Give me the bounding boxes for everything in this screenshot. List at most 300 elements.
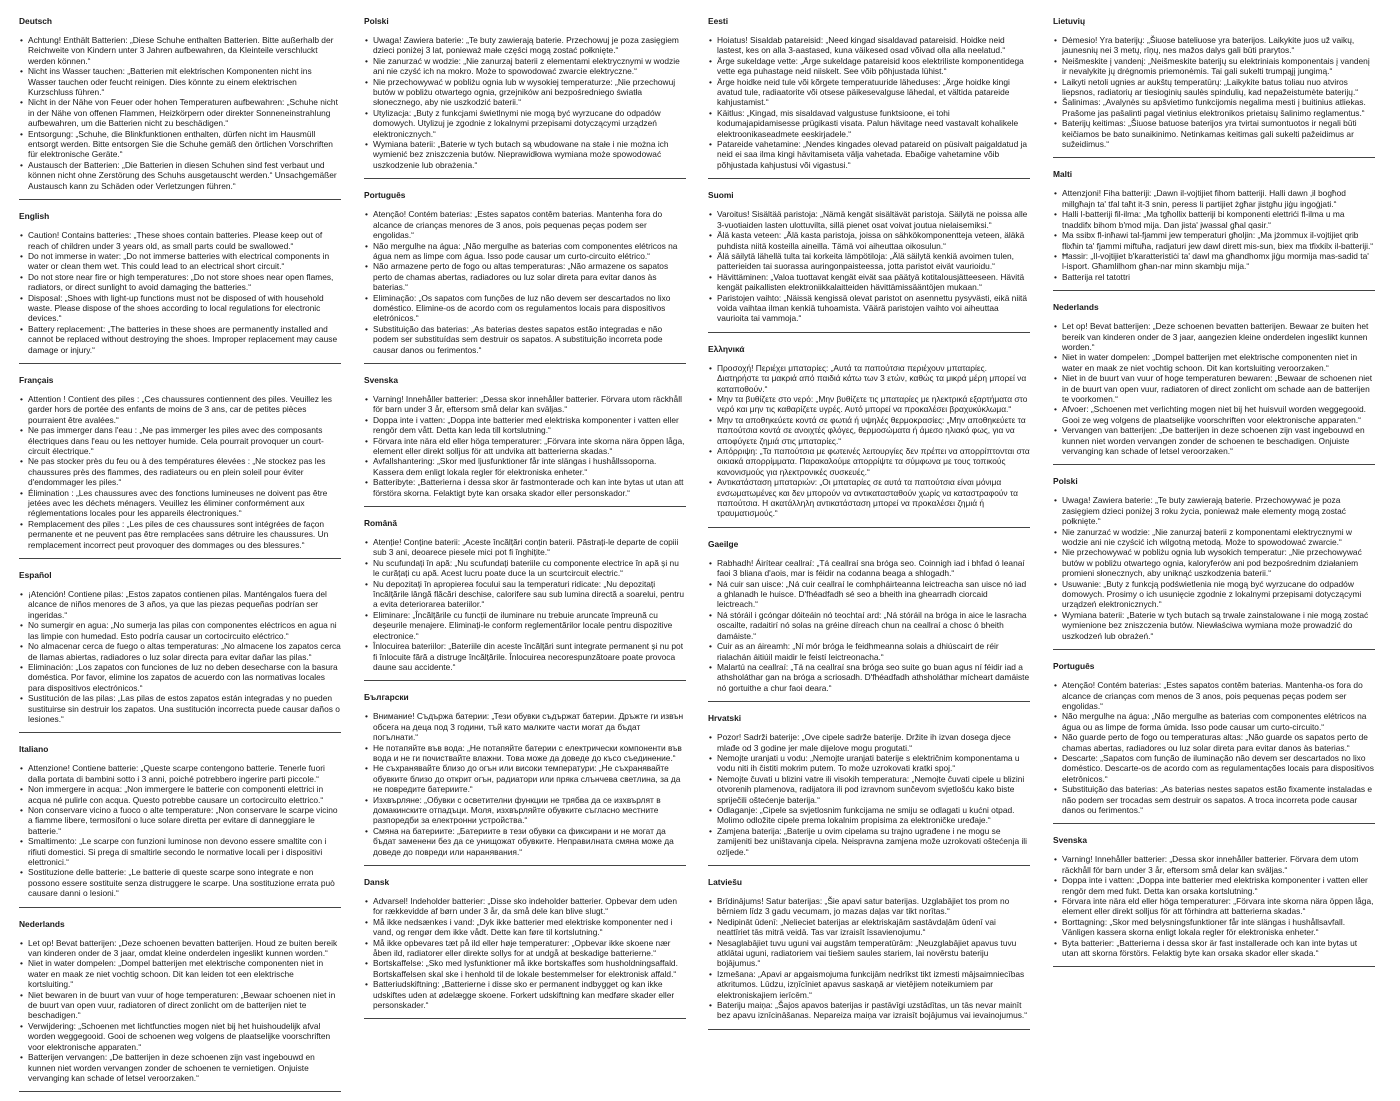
warning-item — [19, 272, 341, 293]
warning-text: No almacenar cerca de fuego o altas temperaturas: „No almacene los zapatos cerca de llamas abiertas, radiadores o luz solar directa para evitar dañar las pilas.“ — [28, 641, 341, 662]
warning-text: Nicht ins Wasser tauchen: „Batterien mit elektrischen Komponenten nicht ins Wasser tauchen oder feucht reinigen. Dies könnte zu einem elektrischen Kurzschluss führen.“ — [28, 66, 312, 98]
warning-item — [19, 66, 341, 97]
warning-text: Attenzjoni! Fiha batteriji: „Dawn il-vojtijiet fihom batteriji. Halli dawn ‚il bogħod millgħajn ta' tfal taħt it-3 snin, peress li partijiet żgħar jistgħu jiġu ingoġjati.“ — [1062, 188, 1346, 209]
bullet-icon: • — [20, 250, 23, 261]
bullet-icon: • — [365, 763, 368, 774]
bullet-icon: • — [1054, 209, 1057, 220]
warning-text: Înlocuirea bateriilor: „Bateriile din aceste încălțări sunt integrate permanent și nu pot fi înlocuite fără a distruge încălțările. Înlocuirea necorespunzătoare poate provoca daune sau accidente.“ — [373, 641, 684, 672]
warning-item — [19, 958, 341, 989]
bullet-icon: • — [1054, 916, 1057, 927]
warning-item — [19, 763, 341, 784]
warning-text: Substituição das baterias: „As baterias nestes sapatos estão fixamente instaladas e não podem ser trocadas sem destruir os sapatos. A troca incorreta pode causar danos ou ferimentos.“ — [1062, 784, 1373, 815]
section-title: Български — [364, 692, 409, 703]
section-divider — [1053, 649, 1375, 650]
warning-item — [708, 1000, 1030, 1021]
section-title: Suomi — [708, 190, 734, 201]
warning-text: Nicht in der Nähe von Feuer oder hohen Temperaturen aufbewahren: „Schuhe nicht in der Nähe von offenen Flammen, Heizkörpern oder direkter Sonneneinstrahlung aufbewahren, um die Batterien nicht zu beschädigen.“ — [28, 97, 338, 129]
warning-item — [19, 836, 341, 867]
bullet-icon: • — [1054, 732, 1057, 743]
section-title: Português — [364, 190, 406, 201]
bullet-icon: • — [20, 620, 23, 631]
section-divider — [364, 178, 686, 179]
warning-text: Batterija rel tatottri — [1062, 271, 1130, 282]
bullet-icon: • — [20, 989, 23, 1000]
warning-item — [364, 477, 686, 498]
section-divider — [364, 680, 686, 681]
warning-text: Dėmesio! Yra baterijų: „Šiuose bateliuose yra baterijos. Laikykite juos už vaikų, jaunesnių nei 3 metų, rīņų, nes mažos dalys gali būti prarytos.“ — [1062, 35, 1355, 56]
warning-text: Let op! Bevat batterijen: „Deze schoenen bevatten batterijen. Bewaar ze buiten het bereik van kinderen onder de 3 jaar, aangezien kleine onderdelen ingeslikt kunnen worden.“ — [1062, 321, 1369, 352]
warning-text: Battery replacement: „The batteries in these shoes are permanently installed and cannot be replaced without destroying the shoes. Improper replacement may cause damage or injury.“ — [28, 323, 338, 355]
warning-text: Ärge sukeldage vette: „Ärge sukeldage patareisid koos elektriliste komponentidega vette ega puhastage neid niiskelt. See võib põhjustada lühist.“ — [717, 55, 1024, 77]
section-divider — [708, 1029, 1030, 1030]
section-divider — [364, 363, 686, 364]
section-divider — [364, 865, 686, 866]
warning-text: Må ikke opbevares tæt på ild eller høje temperaturer: „Opbevar ikke skoene nær åben ild, radiatorer eller direkte sollys for at undgå at beskadige batterierne.“ — [373, 937, 671, 959]
warning-text: ¡Atención! Contiene pilas: „Estos zapatos contienen pilas. Manténgalos fuera del alcance de niños menores de 3 años, ya que las piezas pequeñas podrían ser ingeridas.“ — [28, 589, 327, 620]
bullet-icon: • — [1054, 76, 1057, 87]
warning-item — [19, 990, 341, 1021]
warning-item — [708, 732, 1030, 753]
warning-item — [364, 711, 686, 742]
bullet-icon: • — [709, 896, 712, 906]
language-section — [364, 373, 686, 507]
bullet-icon: • — [1054, 609, 1057, 620]
bullet-icon: • — [365, 55, 368, 66]
warning-item — [364, 108, 686, 139]
warning-item — [708, 774, 1030, 805]
warning-text: Eliminare: „Încălțările cu funcții de iluminare nu trebuie aruncate împreună cu deșeurile menajere. Eliminați-le conform reglementărilor locale pentru dispozitive electronice.“ — [373, 609, 673, 641]
bullet-icon: • — [1054, 321, 1057, 332]
bullet-icon: • — [709, 641, 712, 652]
warning-text: Nie zanurzać w wodzie: „Nie zanurzaj baterii z elementami elektrycznymi w wodzie ani nie czyść ich na mokro. Może to spowodować zwarcie elektryczne.“ — [373, 55, 680, 77]
bullet-icon: • — [1054, 188, 1057, 199]
warning-text: Non immergere in acqua: „Non immergere le batterie con componenti elettrici in acqua né pulirle con acqua. Questo potrebbe causare un cortocircuito elettrico.“ — [28, 784, 324, 805]
column-4 — [1053, 14, 1375, 976]
warning-item — [1053, 495, 1375, 526]
warning-item — [19, 641, 341, 662]
warning-text: Wymiana baterii: „Baterie w tych butach są trwale zainstalowane i nie mogą zostać wymienione bez zniszczenia butów. Niewłaściwa wymiana może prowadzić do uszkodzeń lub obrażeń.“ — [1062, 609, 1369, 641]
warning-item — [1053, 917, 1375, 938]
bullet-icon: • — [365, 323, 368, 334]
warning-item — [1053, 784, 1375, 815]
bullet-icon: • — [709, 1000, 712, 1011]
bullet-icon: • — [20, 323, 23, 334]
warning-item — [364, 917, 686, 938]
warning-text: Atenție! Conține baterii: „Aceste încălțări conțin baterii. Păstrați-le departe de copiii sub 3 ani, deoarece piesele mici pot fi înghițite.“ — [373, 537, 679, 558]
warning-text: Élimination : „Les chaussures avec des fonctions lumineuses ne doivent pas être jetées avec les déchets ménagers. Veuillez les éliminer conformément aux réglementations locales pour les appareils électroniques.“ — [28, 487, 328, 519]
warning-text: Patareide vahetamine: „Nendes kingades olevad patareid on püsivalt paigaldatud ja neid ei saa ilma kingi hävitamiseta välja vahetada. Ebaõige vahetamine võib põhjustada kahjustusi või vigastusi.“ — [717, 139, 1028, 170]
warning-text: Nie przechowywać w pobliżu ognia lub wysokich temperatur: „Nie przechowywać butów w pobliżu otwartego ognia, kaloryferów ani pod bezpośrednim działaniem promieni słonecznych, aby uniknąć uszkodzenia baterii.“ — [1062, 547, 1362, 579]
language-section — [1053, 833, 1375, 967]
warning-text: Utylizacja: „Buty z funkcjami świetlnymi nie mogą być wyrzucane do odpadów domowych. Utylizuj je zgodnie z lokalnymi przepisami dotyczącymi urządzeń elektronicznych.“ — [373, 107, 661, 139]
section-title: Hrvatski — [708, 713, 742, 724]
warning-item — [364, 261, 686, 292]
warning-item — [19, 519, 341, 550]
warning-text: Sostituzione delle batterie: „Le batterie di queste scarpe sono integrate e non possono essere sostituite senza distruggere le scarpe. Una sostituzione errata può causare danni o lesioni.“ — [28, 867, 335, 899]
warning-text: Batterijen vervangen: „De batterijen in deze schoenen zijn vast ingebouwd en kunnen niet worden vervangen zonder de schoenen te vernietigen. Onjuiste vervanging kan schade of letsel veroorzaken.“ — [28, 1052, 315, 1083]
warning-text: Substituição das baterias: „As baterias destes sapatos estão integradas e não podem ser substituídas sem destruir os sapatos. A substituição incorreta pode causar danos ou ferimentos.“ — [373, 323, 663, 355]
warning-text: Förvara inte nära eld eller höga temperaturer: „Förvara inte skorna nära öppen låga, element eller direkt solljus för att undvika att batterierna skadas.“ — [373, 435, 685, 456]
warning-item — [708, 77, 1030, 108]
section-divider — [19, 732, 341, 733]
bullet-icon: • — [20, 661, 23, 672]
warning-text: No sumergir en agua: „No sumerja las pilas con componentes eléctricos en agua ni las limpie con humedad. Esto podría causar un cortocircuito eléctrico.“ — [28, 620, 337, 641]
language-section — [364, 690, 686, 866]
warning-text: Non conservare vicino a fuoco o alte temperature: „Non conservare le scarpe vicino a fiamme libere, termosifoni o luce solare diretta per evitare di danneggiare le batterie.“ — [28, 804, 338, 836]
warning-text: Не съхранявайте близо до огън или високи температури: „Не съхранявайте обувките близо до открит огън, радиатори или пряка слънчева светлина, за да не повредите батериите.“ — [373, 763, 681, 795]
warning-item — [1053, 753, 1375, 784]
warning-item — [1053, 77, 1375, 98]
warning-item — [19, 129, 341, 160]
bullet-icon: • — [20, 66, 23, 77]
warning-text: Laikyti netoli ugnies ar aukštų temperatūrų: „Laikykite batus toliau nuo atviros liepsnos, radiatorių ar tiesioginių saulės spindulių, kad nepažeistumėte baterijų.“ — [1062, 76, 1359, 98]
warning-item — [1053, 35, 1375, 56]
section-title: Dansk — [364, 877, 390, 887]
bullet-icon: • — [20, 35, 23, 45]
warning-item — [1053, 579, 1375, 610]
warning-text: Uwaga! Zawiera baterie: „Te buty zawierają baterie. Przechowuj je poza zasięgiem dzieci poniżej 3 lat, ponieważ małe części mogą zostać połknięte.“ — [373, 35, 679, 56]
bullet-icon: • — [709, 250, 712, 261]
warning-item — [19, 251, 341, 272]
warning-text: Niet in de buurt van vuur of hoge temperaturen bewaren: „Bewaar de schoenen niet in de buurt van open vuur, radiatoren of direct zonlicht om schade aan de batterijen te voorkomen.“ — [1062, 373, 1373, 404]
bullet-icon: • — [20, 693, 23, 704]
language-section — [364, 188, 686, 364]
section-title: Latviešu — [708, 877, 742, 887]
warning-item — [708, 917, 1030, 938]
bullet-icon: • — [365, 209, 368, 220]
warning-text: Αντικατάσταση μπαταριών: „Οι μπαταρίες σε αυτά τα παπούτσια είναι μόνιμα ενσωματωμένες και δεν μπορούν να αντικατασταθούν χωρίς να καταστραφούν τα παπούτσια. Η ακατάλληλη αντικατάσταση μπορεί να προκαλέσει ζημιά ή τραυματισμούς.“ — [717, 477, 1018, 519]
warning-text: Baterijų keitimas: „Šiuose batuose baterijos yra tvirtai sumontuotos ir negali būti keičiamos be bato sunaikinimo. Netinkamas keitimas gali sukelti pažeidimus ar sužeidimus.“ — [1062, 118, 1357, 150]
warning-item — [364, 56, 686, 77]
section-title: Italiano — [19, 744, 49, 755]
section-title: Polski — [1053, 476, 1078, 487]
warning-text: Μην τα αποθηκεύετε κοντά σε φωτιά ή υψηλές θερμοκρασίες: „Μην αποθηκεύετε τα παπούτσια κοντά σε ανοιχτές φλόγες, θερμοσώματα ή άμεσο ηλιακό φως, για να αποφύγετε ζημιά στις μπαταρίες.“ — [717, 414, 1026, 446]
warning-item — [19, 620, 341, 641]
warning-item — [708, 641, 1030, 662]
language-section — [364, 14, 686, 179]
language-section — [1053, 474, 1375, 650]
section-title: Polski — [364, 16, 389, 26]
bullet-icon: • — [709, 209, 712, 220]
warning-text: Achtung! Enthält Batterien: „Diese Schuhe enthalten Batterien. Bitte außerhalb der Reichweite von Kindern unter 3 Jahren aufbewahren, da Kleinteile verschluckt werden können.“ — [28, 35, 334, 66]
section-divider — [1053, 966, 1375, 967]
bullet-icon: • — [365, 76, 368, 87]
warning-text: Wymiana baterii: „Baterie w tych butach są wbudowane na stałe i nie można ich wymienić bez zniszczenia butów. Nieprawidłowa wymiana może spowodować uszkodzenie lub obrażenia.“ — [373, 139, 669, 170]
warning-item — [708, 272, 1030, 293]
warning-text: Malartú na ceallraí: „Tá na ceallraí sna bróga seo suite go buan agus ní féidir iad a athsholáthar gan na bróga a scriosadh. D'fhéadfadh athsholáthar mícheart damáiste nó gortuithe a chur faoi deara.“ — [717, 661, 1030, 693]
warning-item — [708, 610, 1030, 641]
language-section — [364, 516, 686, 681]
warning-text: Do not immerse in water: „Do not immerse batteries with electrical components in water or clean them wet. This could lead to an electrical short circuit.“ — [28, 250, 330, 272]
warning-text: Απόρριψη: „Τα παπούτσια με φωτεινές λειτουργίες δεν πρέπει να απορρίπτονται στα οικιακά απορρίμματα. Παρακαλούμε απορρίψτε τα σύμφωνα με τους τοπικούς κανονισμούς για ηλεκτρονικές συσκευές.“ — [717, 446, 1030, 477]
section-title: Lietuvių — [1053, 16, 1086, 26]
warning-text: Смяна на батериите: „Батериите в тези обувки са фиксирани и не могат да бъдат заменени без да се унищожат обувките. Неправилната смяна може да доведе до повреди или наранявания.“ — [373, 825, 674, 857]
warning-text: Borttagning: „Skor med belysningsfunktioner får inte slängas i hushållsavfall. Vänligen kassera skorna enligt lokala regler för elektroniska enheter.“ — [1062, 916, 1346, 938]
warning-item — [1053, 118, 1375, 149]
warning-text: Ärge hoidke neid tule või kõrgete temperatuuride läheduses: „Ärge hoidke kingi avatud tule, radiaatorite või otsese päikesevalguse lähedal, et vältida patareide kahjustamist.“ — [717, 76, 1010, 108]
warning-item — [364, 394, 686, 415]
bullet-icon: • — [365, 261, 368, 272]
section-title: Eesti — [708, 16, 729, 26]
warning-item — [708, 446, 1030, 477]
bullet-icon: • — [365, 435, 368, 446]
warning-text: Ne pas stocker près du feu ou à des températures élevées : „Ne stockez pas les chaussures près des flammes, des radiateurs ou en plein soleil pour éviter d'endommager les piles.“ — [28, 456, 326, 488]
warning-text: Caution! Contains batteries: „These shoes contain batteries. Please keep out of reach of children under 3 years old, as small parts could be swallowed.“ — [28, 230, 323, 251]
bullet-icon: • — [1054, 896, 1057, 906]
bullet-icon: • — [365, 641, 368, 652]
warning-text: Ne pas immerger dans l'eau : „Ne pas immerger les piles avec des composants électriques dans l'eau ou les nettoyer humide. Cela pourrait provoquer un court-circuit électrique.“ — [28, 425, 324, 456]
bullet-icon: • — [1054, 352, 1057, 363]
bullet-icon: • — [1054, 578, 1057, 589]
section-title: English — [19, 211, 50, 222]
section-divider — [1053, 823, 1375, 824]
bullet-icon: • — [20, 1020, 23, 1031]
warning-text: Изхвърляне: „Обувки с осветителни функции не трябва да се изхвърлят в домакинските отпадъци. Моля, изхвърляйте обувките съгласно местните разпоредби за електронни устройства.“ — [373, 794, 661, 826]
warning-text: Ná cuir san uisce: „Ná cuir ceallraí le comhpháirteanna leictreacha san uisce nó iad a ghlanadh le huisce. D'fhéadfadh sé seo a bheith ina ghearradh ciorcaid leictreach.“ — [717, 578, 1027, 610]
bullet-icon: • — [709, 804, 712, 815]
bullet-icon: • — [1054, 854, 1057, 865]
bullet-icon: • — [709, 107, 712, 118]
section-divider — [19, 1091, 341, 1092]
warning-item — [1053, 938, 1375, 959]
warning-item — [1053, 188, 1375, 209]
bullet-icon: • — [709, 230, 712, 241]
warning-item — [1053, 97, 1375, 118]
bullet-icon: • — [20, 128, 23, 139]
warning-item — [1053, 373, 1375, 404]
warning-text: Nu scufundați în apă: „Nu scufundați bateriile cu componente electrice în apă și nu le curățați cu apă. Acest lucru poate duce la un scurtcircuit electric.“ — [373, 557, 679, 579]
warning-item — [364, 743, 686, 764]
warning-item — [1053, 56, 1375, 77]
bullet-icon: • — [709, 55, 712, 66]
warning-text: Atenção! Contém baterias: „Estes sapatos contêm baterias. Mantenha-os fora do alcance de crianças com menos de 3 anos, pois pequenas peças podem ser engolidas.“ — [1062, 680, 1363, 711]
warning-item — [364, 35, 686, 56]
section-divider — [364, 1018, 686, 1019]
warning-item — [708, 139, 1030, 170]
warning-item — [708, 363, 1030, 394]
section-title: Svenska — [1053, 835, 1087, 846]
section-divider — [708, 332, 1030, 333]
warning-text: Byta batterier: „Batterierna i dessa skor är fast installerade och kan inte bytas ut utan att skorna förstörs. Felaktig byte kan orsaka skador eller skada.“ — [1062, 937, 1358, 959]
warning-item — [364, 641, 686, 672]
bullet-icon: • — [709, 477, 712, 488]
warning-item — [1053, 209, 1375, 230]
warning-item — [364, 436, 686, 457]
warning-item — [19, 589, 341, 620]
warning-text: Varning! Innehåller batterier: „Dessa skor innehåller batterier. Förvara dem utom räckhåll för barn under 3 år, eftersom små delar kan sväljas.“ — [1062, 854, 1359, 875]
warning-item — [19, 662, 341, 693]
warning-text: Nie przechowywać w pobliżu ognia lub w wysokiej temperaturze: „Nie przechowuj butów w pobliżu otwartego ognia, grzejników ani bezpośredniego światła słonecznego, aby nie uszkodzić baterii.“ — [373, 76, 676, 108]
bullet-icon: • — [365, 742, 368, 753]
language-section — [19, 14, 341, 200]
section-title: Deutsch — [19, 16, 53, 26]
section-divider — [708, 527, 1030, 528]
warning-item — [1053, 321, 1375, 352]
warning-item — [708, 558, 1030, 579]
warning-item — [19, 805, 341, 836]
bullet-icon: • — [709, 557, 712, 568]
language-section — [19, 373, 341, 559]
warning-item — [19, 35, 341, 66]
warning-text: Descarte: „Sapatos com função de iluminação não devem ser descartados no lixo doméstico. Descarte-os de acordo com as regulamentações locais para dispositivos eletrônicos.“ — [1062, 752, 1374, 784]
warning-text: Brīdinājums! Satur baterijas: „Šie apavi satur baterijas. Uzglabājiet tos prom no bērniem līdz 3 gadu vecumam, jo mazas daļas var tikt norītas.“ — [717, 896, 1010, 917]
warning-text: Внимание! Съдържа батерии: „Тези обувки съдържат батерии. Дръжте ги извън обсега на деца под 3 години, тъй като малките части могат да бъдат погълнати.“ — [373, 711, 684, 743]
bullet-icon: • — [365, 609, 368, 620]
warning-text: Afvoer: „Schoenen met verlichting mogen niet bij het huisvuil worden weggegooid. Gooi ze weg volgens de plaatselijke voorschriften voor elektronische apparaten.“ — [1062, 404, 1367, 425]
bullet-icon: • — [365, 107, 368, 118]
bullet-icon: • — [709, 732, 712, 743]
bullet-icon: • — [1054, 230, 1057, 241]
bullet-icon: • — [709, 292, 712, 303]
warning-text: Uwaga! Zawiera baterie: „Te buty zawierają baterie. Przechowywać je poza zasięgiem dzieci poniżej 3 roku życia, ponieważ małe elementy mogą zostać połknięte.“ — [1062, 495, 1346, 527]
warning-item — [19, 160, 341, 191]
warning-item — [708, 969, 1030, 1000]
warning-item — [708, 415, 1030, 446]
warning-item — [19, 938, 341, 959]
language-section — [708, 711, 1030, 866]
bullet-icon: • — [20, 763, 23, 774]
bullet-icon: • — [20, 456, 23, 467]
warning-item — [1053, 272, 1375, 282]
column-1 — [19, 14, 341, 1101]
warning-item — [1053, 547, 1375, 578]
warning-text: Batteriudskiftning: „Batterierne i disse sko er permanent indbygget og kan ikke udskiftes uden at ødelægge skoene. Forkert udskiftning kan medføre skader eller personskader.“ — [373, 979, 675, 1011]
bullet-icon: • — [20, 804, 23, 815]
warning-item — [364, 293, 686, 324]
section-divider — [708, 178, 1030, 179]
warning-text: Älä kasta veteen: „Älä kasta paristoja, joissa on sähkökomponentteja veteen, äläkä puhdista niitä kosteilla aineilla. Tämä voi aiheuttaa oikosulun.“ — [717, 230, 1025, 251]
bullet-icon: • — [1054, 35, 1057, 45]
section-divider — [708, 701, 1030, 702]
warning-text: Austausch der Batterien: „Die Batterien in diesen Schuhen sind fest verbaut und können nicht ohne Zerstörung des Schuhs ausgetauscht werden.“ Unsachgemäßer Austausch kann zu Schäden oder Verletzungen führen.“ — [28, 159, 337, 191]
warning-item — [19, 784, 341, 805]
bullet-icon: • — [1054, 680, 1057, 691]
section-title: Ελληνικά — [708, 343, 745, 354]
warning-item — [708, 477, 1030, 519]
section-title: Nederlands — [1053, 302, 1099, 313]
section-divider — [1053, 464, 1375, 465]
bullet-icon: • — [1054, 404, 1057, 415]
warning-text: Niet in water dompelen: „Dompel batterijen met elektrische componenten niet in water en maak ze niet vochtig schoon. Dit kan kortsluiting veroorzaken.“ — [1062, 352, 1358, 373]
warning-item — [1053, 610, 1375, 641]
section-title: Svenska — [364, 374, 398, 385]
bullet-icon: • — [709, 916, 712, 927]
warning-item — [364, 958, 686, 979]
bullet-icon: • — [365, 456, 368, 467]
bullet-icon: • — [1054, 875, 1057, 886]
bullet-icon: • — [1054, 495, 1057, 506]
language-section — [19, 742, 341, 907]
warning-text: Let op! Bevat batterijen: „Deze schoenen bevatten batterijen. Houd ze buiten bereik van kinderen onder de 3 jaar, omdat kleine onderdelen ingeslikt kunnen worden.“ — [28, 937, 338, 959]
warning-text: Nedipināt ūdenī: „Nelieciet baterijas ar elektriskajām sastāvdaļām ūdenī vai neattīriet tās mitrā veidā. Tas var izraisīt īssavienojumu.“ — [717, 916, 996, 938]
language-section — [19, 568, 341, 733]
bullet-icon: • — [20, 159, 23, 170]
bullet-icon: • — [365, 937, 368, 948]
warning-item — [708, 230, 1030, 251]
language-section — [1053, 300, 1375, 465]
bullet-icon: • — [365, 578, 368, 589]
language-section — [708, 342, 1030, 528]
warning-text: Šalinimas: „Avalynės su apšvietimo funkcijomis negalima mesti į buitinius atliekas. Prašome jas pašalinti pagal vietinius elektronikos prietaisų šalinimo reglamentus.“ — [1062, 97, 1366, 118]
warning-text: Do not store near fire or high temperatures: „Do not store shoes near open flames, radiators, or direct sunlight to avoid damaging the batteries.“ — [28, 271, 334, 293]
warning-text: Käitlus: „Kingad, mis sisaldavad valgustuse funktsioone, ei tohi kodumajapidamisesse prügikasti visata. Palun hävitage need vastavalt kohalikele elektroonikaseadmete eeskirjadele.“ — [717, 107, 1019, 139]
language-section — [708, 188, 1030, 332]
warning-item — [364, 979, 686, 1010]
warning-text: Sustitución de las pilas: „Las pilas de estos zapatos están integradas y no pueden sustituirse sin destruir los zapatos. Una sustitución incorrecta puede causar daños o lesiones.“ — [28, 693, 340, 724]
warning-item — [708, 394, 1030, 415]
warning-item — [1053, 854, 1375, 875]
bullet-icon: • — [365, 35, 368, 45]
warning-item — [708, 938, 1030, 969]
bullet-icon: • — [365, 825, 368, 836]
section-divider — [19, 558, 341, 559]
warning-item — [708, 805, 1030, 826]
warning-item — [19, 293, 341, 324]
section-title: Gaeilge — [708, 538, 739, 549]
warning-text: Ná stóráil i gcóngar dóiteáin nó teochtaí ard: „Ná stóráil na bróga in aice le lasracha oscailte, radaitirí nó solas na gréine díreach chun na ceallraí a chosc ó bheith damáiste.“ — [717, 609, 1027, 641]
bullet-icon: • — [365, 292, 368, 303]
warning-text: Não armazene perto de fogo ou altas temperaturas: „Não armazene os sapatos perto de chamas abertas, radiadores ou luz solar direta para evitar danos às baterias.“ — [373, 261, 669, 293]
warning-item — [364, 610, 686, 641]
bullet-icon: • — [709, 825, 712, 836]
bullet-icon: • — [365, 139, 368, 150]
warning-text: Nemojte čuvati u blizini vatre ili visokih temperatura: „Nemojte čuvati cipele u blizini otvorenih plamenova, radijatora ili pod izravnom sunčevom svjetlošću kako biste spriječili oštećenje baterija.“ — [717, 773, 1025, 805]
warning-text: Eliminação: „Os sapatos com funções de luz não devem ser descartados no lixo doméstico. Elimine-os de acordo com os regulamentos locais para dispositivos eletrónicos.“ — [373, 292, 671, 324]
warning-item — [364, 938, 686, 959]
warning-item — [19, 230, 341, 251]
warning-item — [708, 753, 1030, 774]
warning-item — [708, 251, 1030, 272]
bullet-icon: • — [20, 292, 23, 303]
section-divider — [708, 865, 1030, 866]
bullet-icon: • — [709, 578, 712, 589]
warning-text: Izmešana: „Apavi ar apgaismojuma funkcijām nedrīkst tikt izmesti mājsaimniecības atkritumos. Lūdzu, izņīcīniet apavus saskaņā ar vietējiem noteikumiem par elektroniskajiem ierīcēm.“ — [717, 968, 1025, 1000]
warning-text: Vervangen van batterijen: „De batterijen in deze schoenen zijn vast ingebouwd en kunnen niet worden vervangen zonder de schoenen te beschadigen. Onjuiste vervanging kan schade of letsel veroorzaken.“ — [1062, 425, 1365, 456]
warning-text: Nesaglabājiet tuvu uguni vai augstām temperatūrām: „Neuzglabājiet apavus tuvu atklātai uguni, radiatoriem vai tiešiem saules stariem, lai novērstu bateriju bojājumus.“ — [717, 937, 1017, 969]
bullet-icon: • — [365, 537, 368, 548]
warning-text: Não mergulhe na água: „Não mergulhe as baterias com componentes elétricos na água ou as limpe de forma úmida. Isso pode causar um curto-circuito.“ — [1062, 711, 1367, 732]
warning-text: Varning! Innehåller batterier: „Dessa skor innehåller batterier. Förvara utom räckhåll för barn under 3 år, eftersom små delar kan sväljas.“ — [373, 393, 682, 415]
warning-item — [1053, 732, 1375, 753]
warning-item — [1053, 527, 1375, 548]
bullet-icon: • — [1054, 55, 1057, 66]
bullet-icon: • — [1054, 118, 1057, 129]
bullet-icon: • — [365, 557, 368, 568]
bullet-icon: • — [1054, 250, 1057, 261]
bullet-icon: • — [1054, 271, 1057, 282]
warning-item — [708, 293, 1030, 324]
language-section — [708, 14, 1030, 179]
warning-item — [1053, 230, 1375, 251]
warning-text: Neišmeskite į vandenį: „Neišmeskite baterijų su elektriniais komponentais į vandenį ir nevalykite jų drėgnomis priemonėmis. Tai gali sukelti trumpąjį jungimą.“ — [1062, 55, 1370, 77]
warning-text: Remplacement des piles : „Les piles de ces chaussures sont intégrées de façon permanente et ne peuvent pas être remplacées sans détruire les chaussures. Un remplacement incorrect peut provoquer des dommages ou des blessures.“ — [28, 518, 329, 550]
bullet-icon: • — [365, 240, 368, 251]
warning-text: Advarsel! Indeholder batterier: „Disse sko indeholder batterier. Opbevar dem uden for rækkevidde af børn under 3 år, da små dele kan blive slugt.“ — [373, 896, 677, 917]
warning-item — [708, 896, 1030, 917]
warning-text: Nie zanurzać w wodzie: „Nie zanurzaj baterii z komponentami elektrycznymi w wodzie ani nie czyścić ich wilgotną metodą. Może to spowodować zwarcie.“ — [1062, 526, 1352, 548]
warning-item — [364, 324, 686, 355]
warning-item — [708, 56, 1030, 77]
section-title: Malti — [1053, 169, 1073, 180]
bullet-icon: • — [709, 609, 712, 620]
warning-item — [364, 896, 686, 917]
warning-item — [19, 1021, 341, 1052]
warning-item — [19, 394, 341, 425]
bullet-icon: • — [365, 896, 368, 906]
warning-text: Varoitus! Sisältää paristoja: „Nämä kengät sisältävät paristoja. Säilytä ne poissa alle 3-vuotiaiden lasten ulottuvilta, sillä pienet osat voivat joutua nielaisemiksi.“ — [717, 209, 1028, 230]
column-2 — [364, 14, 686, 1028]
language-section — [708, 875, 1030, 1030]
